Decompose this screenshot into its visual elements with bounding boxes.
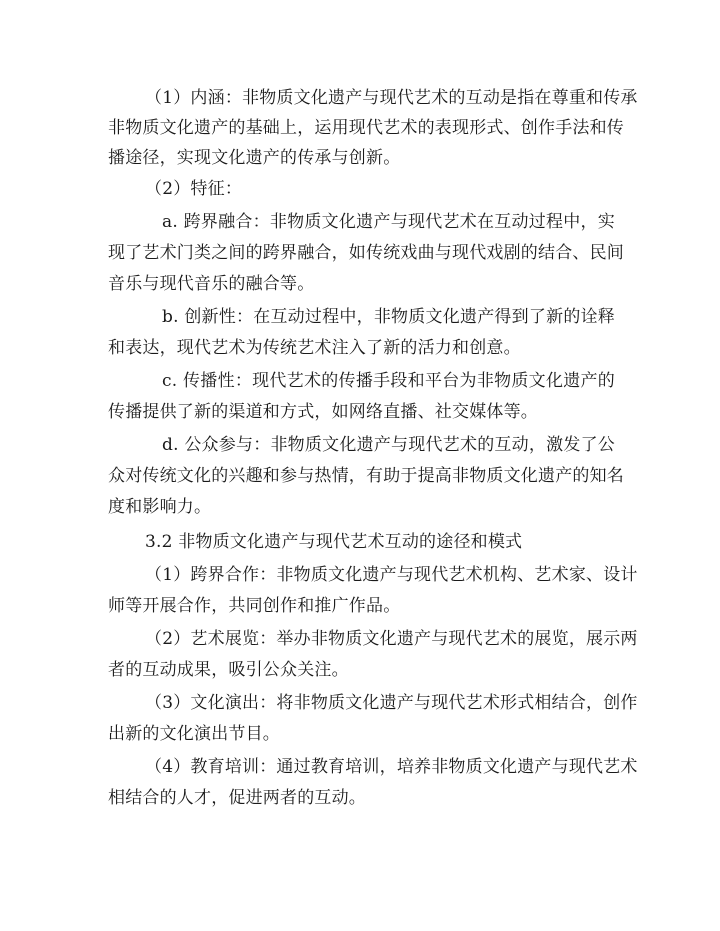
paragraph-11-line-1: （4）教育培训：通过教育培训，培养非物质文化遗产与现代艺术 xyxy=(145,757,638,777)
paragraph-3-line-3: 音乐与现代音乐的融合等。 xyxy=(108,274,315,294)
paragraph-11-line-2: 相结合的人才，促进两者的互动。 xyxy=(108,788,366,808)
paragraph-8-line-2: 师等开展合作，共同创作和推广作品。 xyxy=(108,596,401,616)
paragraph-1-line-2: 非物质文化遗产的基础上，运用现代艺术的表现形式、创作手法和传 xyxy=(108,118,624,138)
paragraph-1-line-1: （1）内涵：非物质文化遗产与现代艺术的互动是指在尊重和传承 xyxy=(145,88,638,108)
paragraph-9-line-2: 者的互动成果，吸引公众关注。 xyxy=(108,660,349,680)
paragraph-5-line-2: 传播提供了新的渠道和方式，如网络直播、社交媒体等。 xyxy=(108,402,538,422)
paragraph-4-line-1: b. 创新性：在互动过程中，非物质文化遗产得到了新的诠释 xyxy=(162,307,615,327)
paragraph-8-line-1: （1）跨界合作：非物质文化遗产与现代艺术机构、艺术家、设计 xyxy=(145,565,638,585)
paragraph-4-line-2: 和表达，现代艺术为传统艺术注入了新的活力和创意。 xyxy=(108,338,521,358)
paragraph-6-line-1: d. 公众参与：非物质文化遗产与现代艺术的互动，激发了公 xyxy=(162,435,615,455)
paragraph-10-line-2: 出新的文化演出节目。 xyxy=(108,724,280,744)
paragraph-6-line-2: 众对传统文化的兴趣和参与热情，有助于提高非物质文化遗产的知名 xyxy=(108,466,624,486)
paragraph-5-line-1: c. 传播性：现代艺术的传播手段和平台为非物质文化遗产的 xyxy=(162,371,615,391)
paragraph-3-line-2: 现了艺术门类之间的跨界融合，如传统戏曲与现代戏剧的结合、民间 xyxy=(108,243,624,263)
paragraph-9-line-1: （2）艺术展览：举办非物质文化遗产与现代艺术的展览，展示两 xyxy=(145,629,638,649)
paragraph-10-line-1: （3）文化演出：将非物质文化遗产与现代艺术形式相结合，创作 xyxy=(145,693,638,713)
paragraph-1-line-3: 播途径，实现文化遗产的传承与创新。 xyxy=(108,148,401,168)
paragraph-6-line-3: 度和影响力。 xyxy=(108,497,212,517)
paragraph-3-line-1: a. 跨界融合：非物质文化遗产与现代艺术在互动过程中，实 xyxy=(162,212,615,232)
paragraph-2-line-1: （2）特征： xyxy=(145,179,243,199)
section-heading-3-2: 3.2 非物质文化遗产与现代艺术互动的途径和模式 xyxy=(145,532,523,552)
